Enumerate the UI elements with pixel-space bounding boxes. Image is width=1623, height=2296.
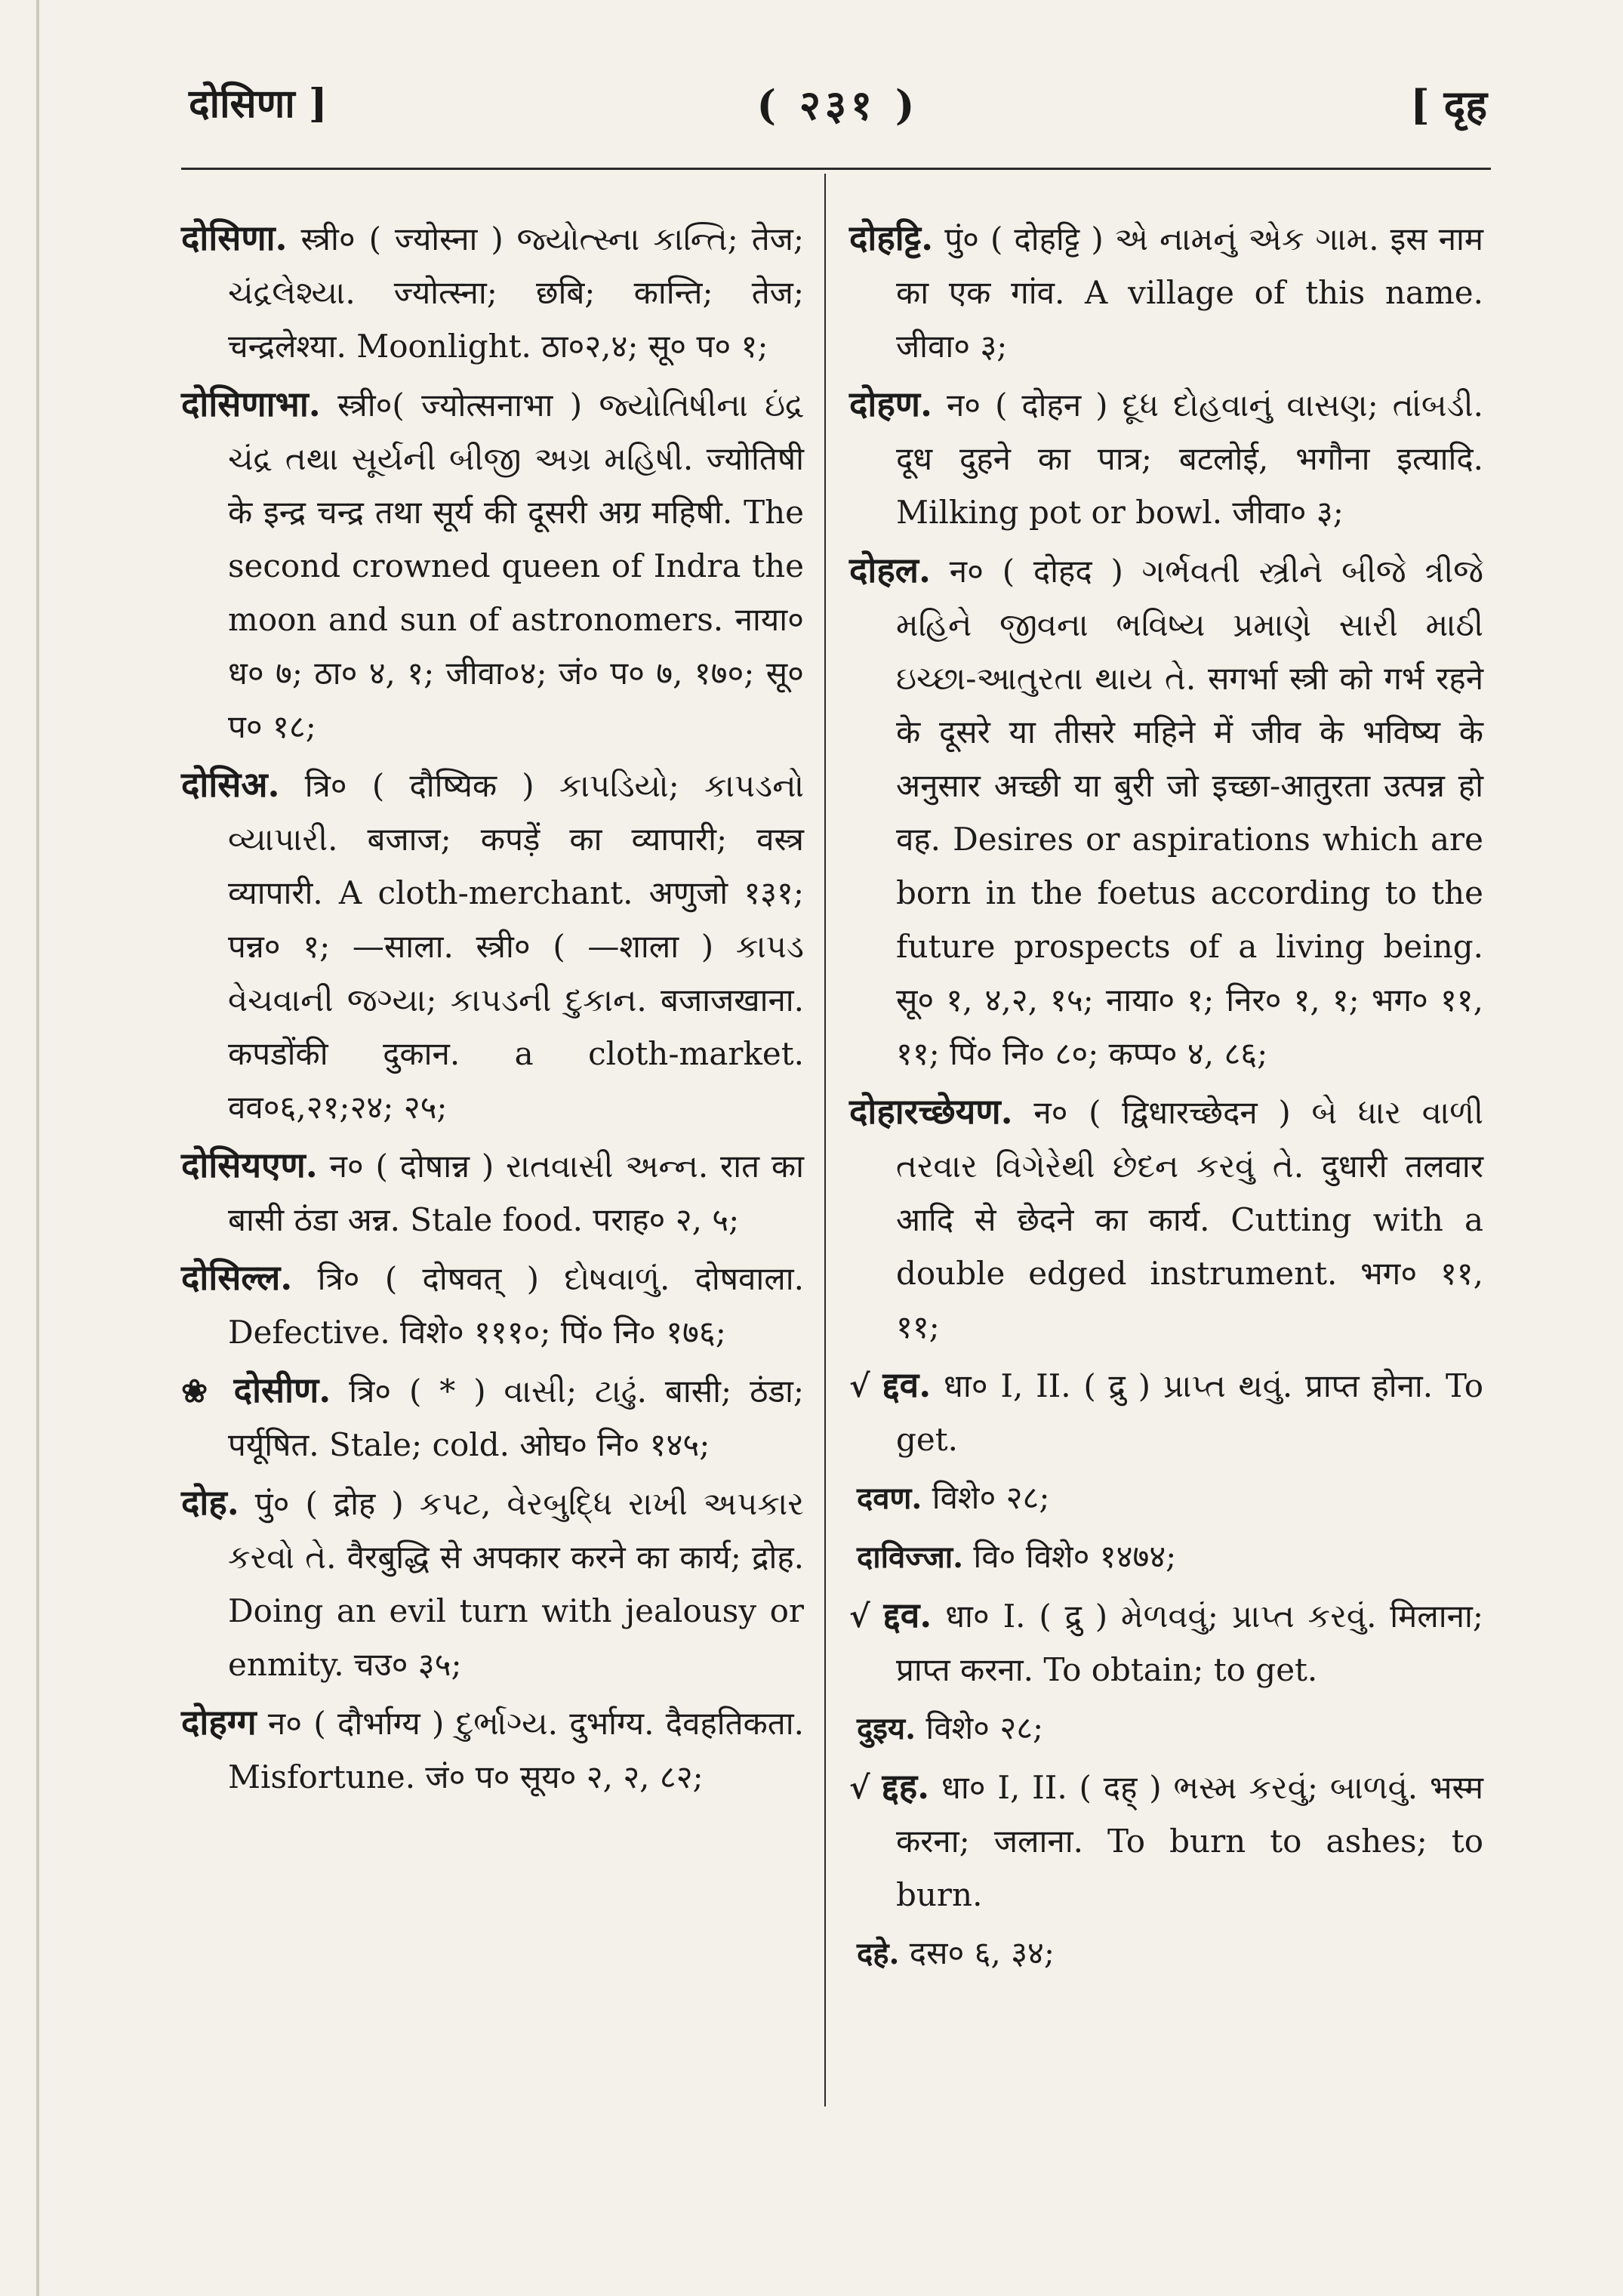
entry-headword: दाविज्जा.	[857, 1539, 964, 1575]
entry-headword: दवण.	[857, 1481, 922, 1516]
entry-definition: त्रि० ( दोषवत् ) દોષવાળું. दोषवाला. Defective. विशे० १११०; पिं० नि० १७६;	[228, 1260, 804, 1351]
entry-headword: द्दह.	[882, 1766, 930, 1807]
entry-definition: धा० I, II. ( द्रु ) પ્રાપ્ત થવું. प्राप्त होना. To get.	[896, 1367, 1483, 1458]
dictionary-entry	[181, 1696, 804, 1804]
entry-definition: वि० विशे० १४७४;	[973, 1538, 1177, 1575]
dictionary-entry	[181, 1364, 804, 1472]
page-edge	[36, 0, 39, 2296]
entry-marker: ❀	[181, 1373, 216, 1410]
entry-definition: न० ( दोहद ) ગર્ભવતી સ્ત્રીને બીજે ત્રીજે મહિને જીવના ભવિષ્ય પ્રમાણે સારી માઠી ઇચ્છા-આતુરતા થાય તે. सगर्भा स्त्री को गर्भ रहने के दूसरे या तीसरे महिने में जीव के भविष्य के अनुसार अच्छी या बुरी जो इच्छा-आतुरता उत्पन्न हो वह. Desires or aspirations which are born in the foetus according to the future prospects of a living being. सू० १, ४,२, १५; नाया० १; निर० १, १; भग० ११, ११; पिं० नि० ८०; कप्प० ४, ८६;	[896, 553, 1483, 1072]
dictionary-entry	[849, 378, 1483, 539]
entry-marker: √	[849, 1598, 870, 1635]
entry-definition: पुं० ( द्रोह ) કપટ, વેરબુદ્ધિ રાખી અપકાર કરવો તે. वैरबुद्धि से अपकार करने का कार्य; द्रोह. Doing an evil turn with jealousy or enmity. चउ० ३५;	[228, 1485, 804, 1683]
entry-definition: पुं० ( दोहट्टि ) એ નામનું એક ગામ. इस नाम का एक गांव. A village of this name. जीवा० ३;	[896, 220, 1483, 365]
header-rule	[181, 168, 1491, 170]
entry-headword: दोहारच्छेयण.	[849, 1091, 1013, 1132]
entry-definition: स्त्री० ( ज्योस्ना ) જ્યોત્સ્ના કાન્તિ; तेज; ચંદ્રલેશ્યા. ज्योत्स्ना; छबि; कान्ति; तेज; चन्द्रलेश्या. Moonlight. ठा०२,४; सू० प० १;	[228, 220, 804, 365]
entry-definition: त्रि० ( दौष्यिक ) કાપડિયો; કાપડનો વ્યાપારી. बजाज; कपड़ें का व्यापारी; वस्त्र व्यापारी. A cloth-merchant. अणुजो १३१; पन्न० १; —साला. स्त्री० ( —शाला ) કાપડ વેચવાની જગ્યા; કાપડની દુકાન. बजाजखाना. कपडोंकी दुकान. a cloth-market. वव०६,२१;२४; २५;	[228, 767, 804, 1126]
page-number: ( २३१ )	[756, 81, 919, 129]
entry-definition: न० ( दौर्भाग्य ) દુર્ભાગ્ય. दुर्भाग्य. दैवहतिकता. Misfortune. जं० प० सूय० २, २, ८२;	[228, 1705, 804, 1795]
left-column	[181, 211, 804, 1808]
sub-entry	[849, 1926, 1483, 1980]
entry-headword: द्दव.	[883, 1595, 932, 1635]
dictionary-entry	[849, 1760, 1483, 1922]
column-divider	[824, 174, 826, 2106]
entry-definition: न० ( द्विधारच्छेदन ) બે ધાર વાળી તરવાર વિગેરેથી છેદન કરવું તે. दुधारी तलवार आदि से छेदने का कार्य. Cutting with a double edged instrument. भग० ११, ११;	[896, 1094, 1483, 1345]
entry-definition: न० ( दोषान्न ) રાતવાસી અન્ન. रात का बासी ठंडा अन्न. Stale food. पराह० २, ५;	[228, 1148, 804, 1238]
entry-definition: स्त्री०( ज्योत्सनाभा ) જ્યોતિષીના ઇંદ્ર ચંદ્ર તથા સૂર્યની બીજી અગ્ર મહિષી. ज्योतिषी के इन्द्र चन्द्र तथा सूर्य की दूसरी अग्र महिषी. The second crowned queen of Indra the moon and sun of astronomers. नाया० ध० ७; ठा० ४, १; जीवा०४; जं० प० ७, १७०; सू० प० १८;	[228, 387, 804, 745]
entry-headword: दोसिअ.	[181, 764, 280, 805]
dictionary-entry	[849, 1085, 1483, 1354]
entry-marker: √	[849, 1367, 870, 1404]
entry-headword: दोह.	[181, 1482, 239, 1523]
entry-headword: दोसिणाभा.	[181, 384, 321, 424]
entry-headword: दोसीण.	[233, 1370, 331, 1410]
dictionary-entry	[181, 1139, 804, 1247]
entry-headword: दहे.	[857, 1936, 900, 1971]
entry-definition: विशे० २८;	[925, 1709, 1044, 1746]
entry-headword: दोहल.	[849, 550, 931, 590]
entry-definition: दस० ६, ३४;	[909, 1934, 1055, 1971]
entry-definition: धा० I, II. ( दह् ) ભસ્મ કરવું; બાળવું. भस्म करना; जलाना. To burn to ashes; to burn.	[896, 1769, 1483, 1913]
dictionary-entry	[849, 1358, 1483, 1466]
entry-definition: धा० I. ( द्रु ) મેળવવું; પ્રાપ્ત કરવું. मिलाना; प्राप्त करना. To obtain; to get.	[896, 1598, 1483, 1688]
entry-headword: दोसिल्ल.	[181, 1257, 293, 1298]
header-guide-word-left: दोसिणा ]	[189, 81, 328, 127]
entry-headword: द्दव.	[882, 1364, 932, 1405]
entry-definition: विशे० २८;	[932, 1479, 1050, 1516]
right-column	[849, 211, 1483, 1985]
page-header	[189, 76, 1487, 159]
entry-definition: त्रि० ( * ) વાસી; ટાઢું. बासी; ठंडा; पर्यूषित. Stale; cold. ओघ० नि० १४५;	[228, 1373, 804, 1463]
sub-entry	[849, 1701, 1483, 1755]
dictionary-entry	[849, 544, 1483, 1080]
header-guide-word-right: [ दृह	[1410, 81, 1487, 129]
entry-headword: दोसियएण.	[181, 1145, 318, 1185]
dictionary-entry	[181, 1251, 804, 1359]
dictionary-entry	[181, 758, 804, 1134]
entry-headword: दोहग्ग	[181, 1702, 257, 1743]
entry-headword: दुइय.	[857, 1711, 916, 1746]
dictionary-entry	[181, 378, 804, 754]
sub-entry	[849, 1530, 1483, 1584]
entry-headword: दोहट्टि.	[849, 217, 934, 258]
dictionary-entry	[849, 1589, 1483, 1697]
entry-definition: न० ( दोहन ) દૂધ દોહવાનું વાસણ; તાંબડી. दूध दुहने का पात्र; बटलोई, भगौना इत्यादि. Milking pot or bowl. जीवा० ३;	[896, 387, 1483, 531]
sub-entry	[849, 1471, 1483, 1525]
entry-headword: दोसिणा.	[181, 217, 288, 258]
entry-marker: √	[849, 1769, 870, 1806]
dictionary-entry	[181, 211, 804, 373]
dictionary-entry	[849, 211, 1483, 373]
dictionary-entry	[181, 1476, 804, 1691]
entry-headword: दोहण.	[849, 384, 933, 424]
